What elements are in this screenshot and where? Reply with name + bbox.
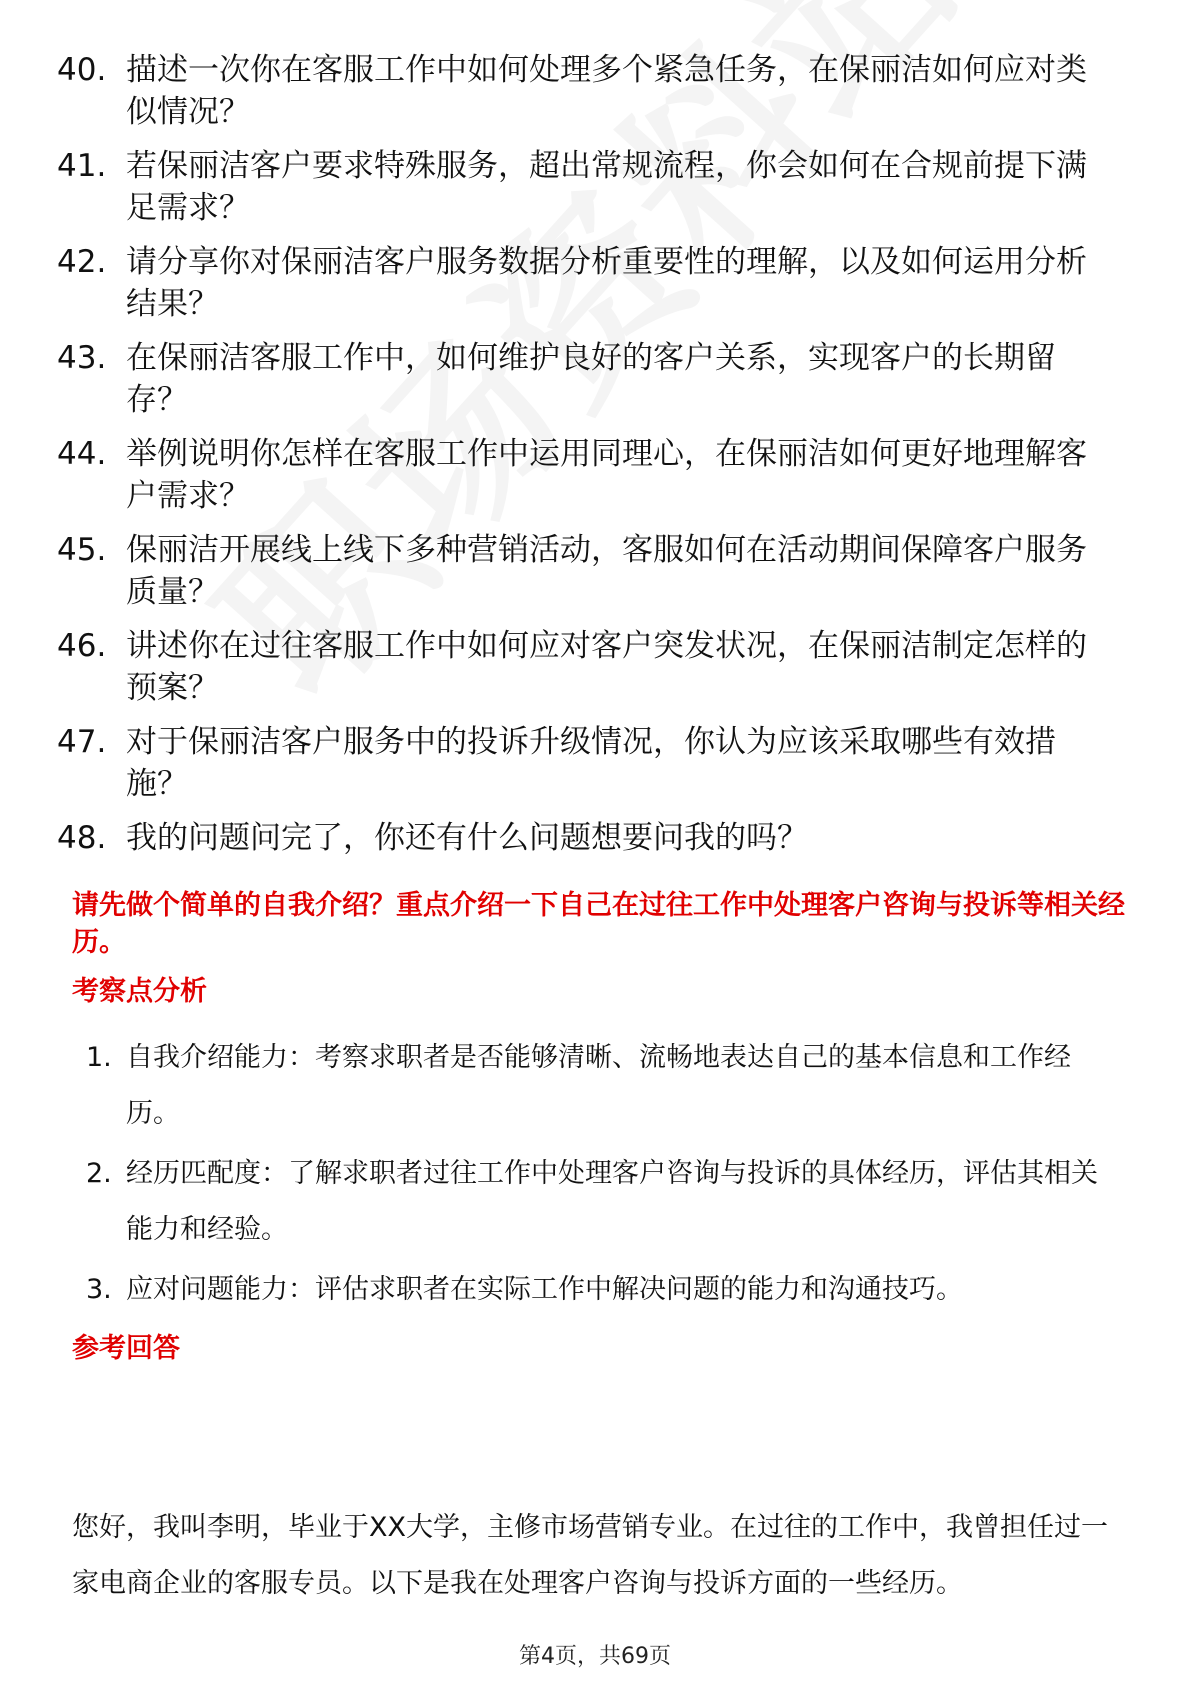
answer-paragraph: 您好，我叫李明，毕业于XX大学，主修市场营销专业。在过往的工作中，我曾担任过一家电商企业的客服专员。以下是我在处理客户咨询与投诉方面的一些经历。 [72,1512,1108,1599]
analysis-point-text: 经历匹配度：了解求职者过往工作中处理客户咨询与投诉的具体经历，评估其相关能力和经验。 [126,1158,1098,1245]
question-number: 47. [57,724,107,760]
question-number: 45. [57,532,107,568]
question-text: 若保丽洁客户要求特殊服务，超出常规流程，你会如何在合规前提下满足需求？ [126,148,1087,226]
question-text: 保丽洁开展线上线下多种营销活动，客服如何在活动期间保障客户服务质量？ [126,532,1087,610]
question-text: 在保丽洁客服工作中，如何维护良好的客户关系，实现客户的长期留存？ [126,340,1056,418]
question-number: 42. [57,244,107,280]
question-number: 44. [57,436,107,472]
question-number: 40. [57,52,107,88]
analysis-heading: 考察点分析 [72,976,207,1007]
question-text: 举例说明你怎样在客服工作中运用同理心，在保丽洁如何更好地理解客户需求？ [126,436,1087,514]
question-number: 48. [57,820,107,856]
analysis-point-number: 3. [86,1274,112,1305]
analysis-point-number: 2. [86,1158,112,1189]
question-text: 描述一次你在客服工作中如何处理多个紧急任务，在保丽洁如何应对类似情况？ [126,52,1087,130]
question-number: 43. [57,340,107,376]
question-text: 我的问题问完了，你还有什么问题想要问我的吗？ [126,820,808,856]
question-text: 请分享你对保丽洁客户服务数据分析重要性的理解，以及如何运用分析结果？ [126,244,1087,322]
page-footer: 第4页，共69页 [519,1644,671,1669]
analysis-point-number: 1. [86,1042,112,1073]
featured-question: 请先做个简单的自我介绍？重点介绍一下自己在过往工作中处理客户咨询与投诉等相关经历。 [72,890,1125,958]
question-text: 讲述你在过往客服工作中如何应对客户突发状况，在保丽洁制定怎样的预案？ [126,628,1087,706]
analysis-point-text: 应对问题能力：评估求职者在实际工作中解决问题的能力和沟通技巧。 [126,1274,963,1305]
question-number: 41. [57,148,107,184]
analysis-point-text: 自我介绍能力：考察求职者是否能够清晰、流畅地表达自己的基本信息和工作经历。 [126,1042,1071,1129]
question-text: 对于保丽洁客户服务中的投诉升级情况，你认为应该采取哪些有效措施？ [126,724,1056,802]
question-number: 46. [57,628,107,664]
answer-heading: 参考回答 [72,1333,180,1364]
